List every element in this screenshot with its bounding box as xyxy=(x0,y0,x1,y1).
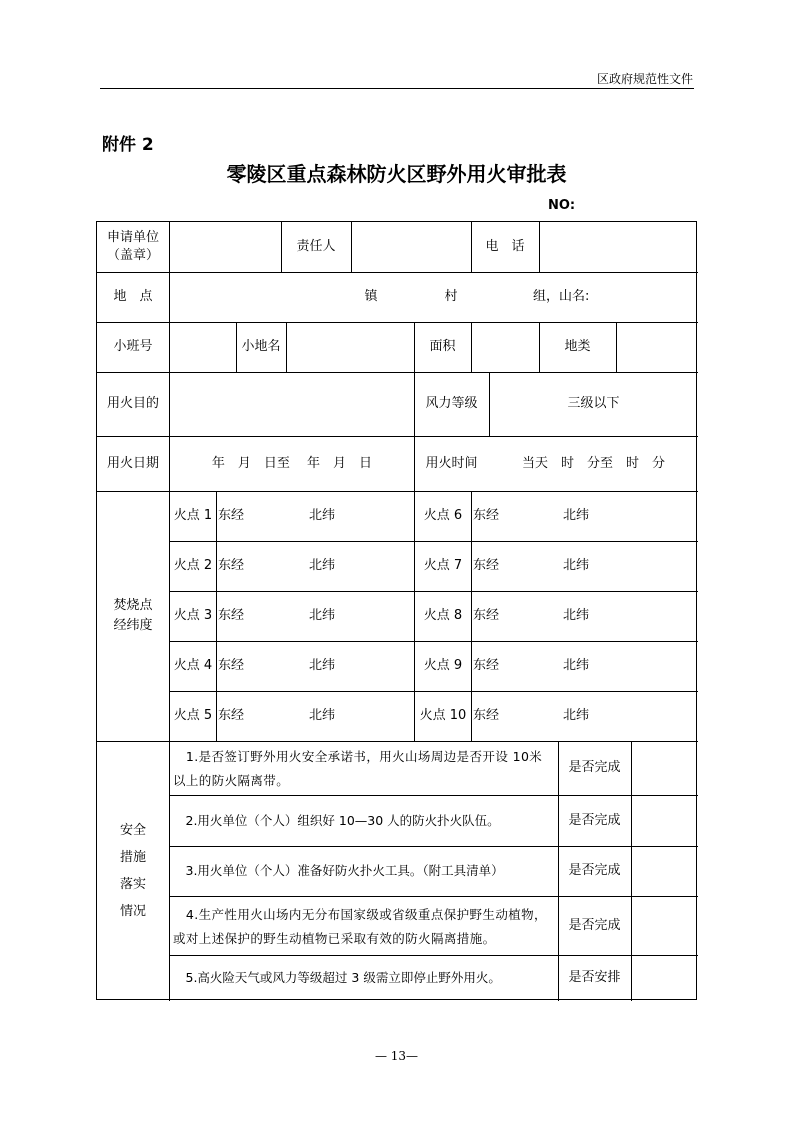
approval-form-table xyxy=(96,221,697,1000)
fire-purpose-label: 用火目的 xyxy=(106,396,159,411)
phone-label: 电 话 xyxy=(485,239,525,254)
north-latitude-label: 北纬 xyxy=(563,608,590,623)
north-latitude-label: 北纬 xyxy=(309,608,336,623)
north-latitude-label: 北纬 xyxy=(309,658,336,673)
north-latitude-label: 北纬 xyxy=(563,658,590,673)
fire-point-label: 火点 4 xyxy=(173,658,213,673)
safety-item-status: 是否完成 xyxy=(568,863,621,878)
fire-point-label: 火点 1 xyxy=(173,508,213,523)
fire-time-label: 用火时间 xyxy=(425,455,478,471)
subclass-label: 小班号 xyxy=(113,339,153,354)
safety-item-text: 1.是否签订野外用火安全承诺书，用火山场周边是否开设 10米以上的防火隔离带。 xyxy=(173,749,543,788)
fire-point-label: 火点 9 xyxy=(423,658,463,673)
location-label: 地 点 xyxy=(113,289,153,304)
phone-field[interactable] xyxy=(540,222,698,272)
fire-point-label: 火点 2 xyxy=(173,558,213,573)
land-type-label: 地类 xyxy=(564,339,591,354)
north-latitude-label: 北纬 xyxy=(563,508,590,523)
safety-measures-label: 安全 措施 落实 情况 xyxy=(119,823,146,919)
safety-item-check-field[interactable] xyxy=(632,846,698,896)
applicant-unit-field[interactable] xyxy=(170,222,281,272)
attachment-label: 附件 2 xyxy=(102,135,154,155)
fire-date-field[interactable]: 年 月 日至 年 月 日 xyxy=(211,455,373,471)
safety-item-check-field[interactable] xyxy=(632,741,698,795)
safety-item-text: 5.高火险天气或风力等级超过 3 级需立即停止野外用火。 xyxy=(173,970,501,985)
place-name-field[interactable] xyxy=(287,322,414,372)
safety-item-status: 是否安排 xyxy=(568,970,621,985)
safety-item-check-field[interactable] xyxy=(632,955,698,1001)
east-longitude-label: 东经 xyxy=(473,608,500,623)
east-longitude-label: 东经 xyxy=(473,708,500,723)
fire-time-field[interactable]: 当天 时 分至 时 分 xyxy=(521,455,665,471)
north-latitude-label: 北纬 xyxy=(309,558,336,573)
fire-point-label: 火点 5 xyxy=(173,708,213,723)
fire-point-label: 火点 6 xyxy=(423,508,463,523)
safety-item-check-field[interactable] xyxy=(632,896,698,955)
east-longitude-label: 东经 xyxy=(218,558,245,573)
east-longitude-label: 东经 xyxy=(218,508,245,523)
east-longitude-label: 东经 xyxy=(473,658,500,673)
place-name-label: 小地名 xyxy=(241,339,281,354)
east-longitude-label: 东经 xyxy=(218,708,245,723)
safety-item-status: 是否完成 xyxy=(568,760,621,775)
wind-level-value: 三级以下 xyxy=(567,396,620,411)
town-label: 镇 xyxy=(364,289,378,304)
north-latitude-label: 北纬 xyxy=(309,508,336,523)
fire-point-label: 火点 8 xyxy=(423,608,463,623)
responsible-person-label: 责任人 xyxy=(296,239,336,254)
north-latitude-label: 北纬 xyxy=(563,708,590,723)
fire-point-label: 火点 3 xyxy=(173,608,213,623)
north-latitude-label: 北纬 xyxy=(309,708,336,723)
safety-item-text: 4.生产性用火山场内无分布国家级或省级重点保护野生动植物，或对上述保护的野生动植物已采取有效的防火隔离措施。 xyxy=(173,906,547,946)
fire-point-label: 火点 7 xyxy=(423,558,463,573)
header-text: 区政府规范性文件 xyxy=(596,72,693,86)
form-title: 零陵区重点森林防火区野外用火审批表 xyxy=(226,162,567,186)
subclass-field[interactable] xyxy=(170,322,236,372)
applicant-unit-label: 申请单位 （盖章） xyxy=(106,230,159,263)
safety-item-check-field[interactable] xyxy=(632,795,698,846)
village-label: 村 xyxy=(444,289,458,304)
page-number: — 13— xyxy=(374,1049,419,1063)
east-longitude-label: 东经 xyxy=(218,658,245,673)
safety-item-status: 是否完成 xyxy=(568,917,621,933)
area-field[interactable] xyxy=(472,322,539,372)
wind-level-label: 风力等级 xyxy=(425,396,478,411)
safety-item-status: 是否完成 xyxy=(568,812,621,828)
form-number-label: NO: xyxy=(548,198,576,213)
safety-item-text: 3.用火单位（个人）准备好防火扑火工具。（附工具清单） xyxy=(173,863,504,878)
north-latitude-label: 北纬 xyxy=(563,558,590,573)
east-longitude-label: 东经 xyxy=(473,558,500,573)
land-type-field[interactable] xyxy=(617,322,698,372)
burn-point-coords-label: 焚烧点 经纬度 xyxy=(113,598,153,633)
header-rule xyxy=(100,88,694,89)
east-longitude-label: 东经 xyxy=(473,508,500,523)
fire-date-label: 用火日期 xyxy=(106,455,159,471)
fire-purpose-field[interactable] xyxy=(170,372,414,436)
responsible-person-field[interactable] xyxy=(352,222,471,272)
group-mountain-label: 组，山名: xyxy=(533,289,590,304)
safety-item-text: 2.用火单位（个人）组织好 10—30 人的防火扑火队伍。 xyxy=(173,812,500,828)
fire-point-label: 火点 10 xyxy=(419,708,467,723)
area-label: 面积 xyxy=(429,339,456,354)
east-longitude-label: 东经 xyxy=(218,608,245,623)
